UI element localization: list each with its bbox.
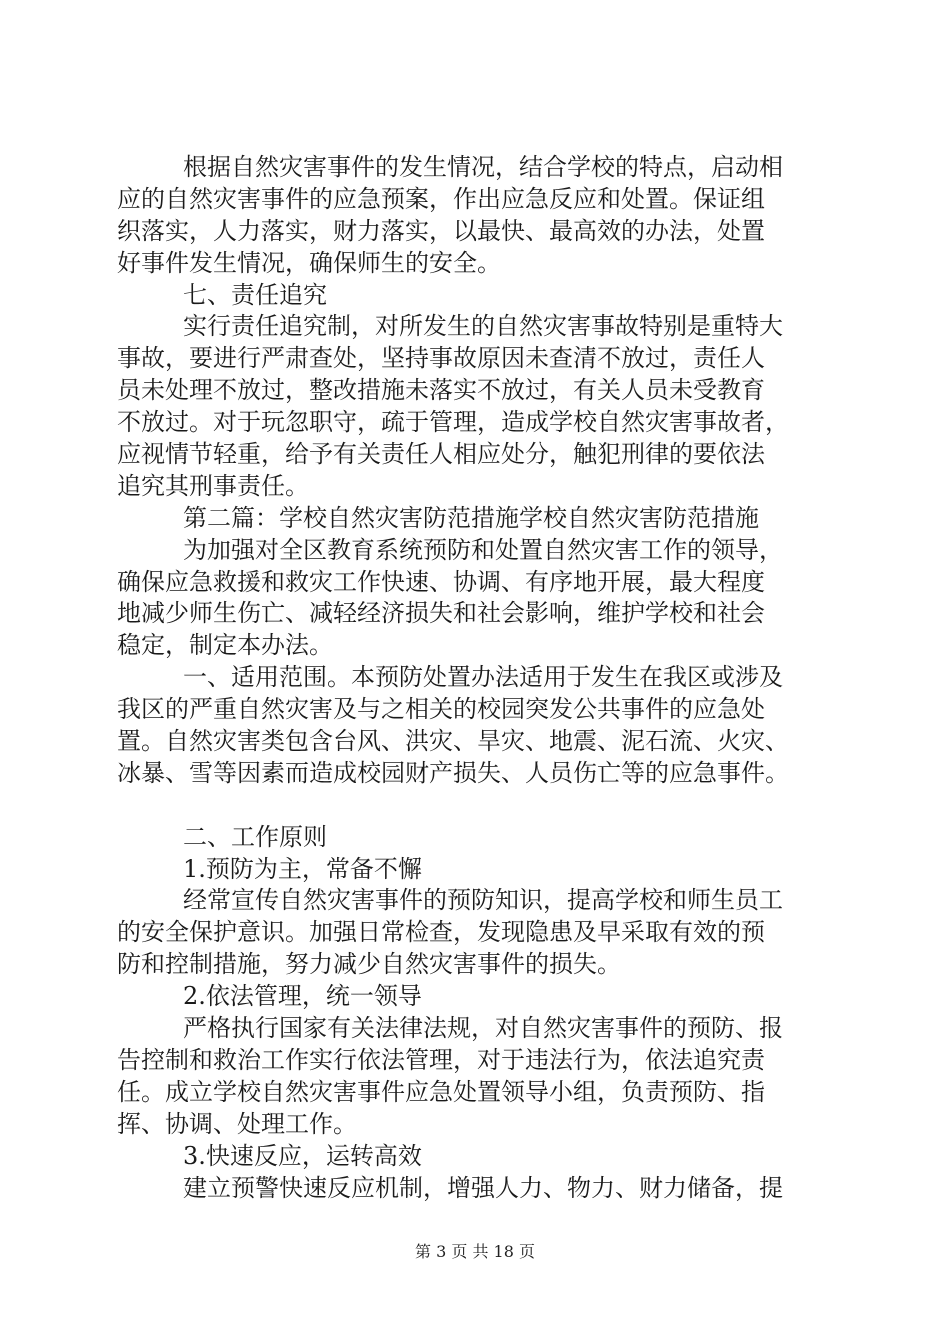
text-line: 稳定，制定本办法。 [117, 631, 333, 660]
text-line: 根据自然灾害事件的发生情况，结合学校的特点，启动相 [183, 153, 783, 181]
text-line: 实行责任追究制，对所发生的自然灾害事故特别是重特大 [183, 312, 783, 341]
subsection-heading: 1.预防为主，常备不懈 [183, 854, 422, 883]
text-line: 地减少师生伤亡、减轻经济损失和社会影响，维护学校和社会 [117, 599, 765, 628]
text-line: 应的自然灾害事件的应急预案，作出应急反应和处置。保证组 [117, 184, 765, 213]
document-body [117, 152, 837, 1204]
subsection-heading: 2.依法管理，统一领导 [183, 982, 422, 1011]
text-line: 挥、协调、处理工作。 [117, 1109, 357, 1138]
text-line: 建立预警快速反应机制，增强人力、物力、财力储备，提 [183, 1173, 783, 1202]
page-footer: 第 3 页 共 18 页 [415, 1242, 535, 1261]
text-line: 告控制和救治工作实行依法管理，对于违法行为，依法追究责 [117, 1045, 765, 1074]
text-line: 织落实，人力落实，财力落实，以最快、最高效的办法，处置 [117, 216, 765, 245]
text-line: 不放过。对于玩忽职守，疏于管理，造成学校自然灾害事故者， [117, 408, 789, 437]
section-heading: 七、责任追究 [183, 280, 327, 309]
subsection-heading: 3.快速反应，运转高效 [183, 1141, 422, 1170]
section-heading: 二、工作原则 [183, 822, 327, 851]
blank-line [117, 790, 837, 822]
text-line: 任。成立学校自然灾害事件应急处置领导小组，负责预防、指 [117, 1077, 765, 1106]
text-line: 置。自然灾害类包含台风、洪灾、旱灾、地震、泥石流、火灾、 [117, 727, 789, 756]
text-line: 一、适用范围。本预防处置办法适用于发生在我区或涉及 [183, 663, 783, 692]
chapter-title: 第二篇：学校自然灾害防范措施学校自然灾害防范措施 [183, 503, 759, 532]
text-line: 事故，要进行严肃查处，坚持事故原因未查清不放过，责任人 [117, 344, 765, 373]
text-line: 为加强对全区教育系统预防和处置自然灾害工作的领导， [183, 535, 783, 564]
text-line: 我区的严重自然灾害及与之相关的校园突发公共事件的应急处 [117, 695, 765, 724]
text-line: 经常宣传自然灾害事件的预防知识，提高学校和师生员工 [183, 886, 783, 915]
text-line: 员未处理不放过，整改措施未落实不放过，有关人员未受教育 [117, 376, 765, 405]
text-line: 防和控制措施，努力减少自然灾害事件的损失。 [117, 950, 621, 979]
text-line: 应视情节轻重，给予有关责任人相应处分，触犯刑律的要依法 [117, 440, 765, 469]
text-line: 追究其刑事责任。 [117, 471, 309, 500]
text-line: 确保应急救援和救灾工作快速、协调、有序地开展，最大程度 [117, 567, 765, 596]
text-line: 的安全保护意识。加强日常检查，发现隐患及早采取有效的预 [117, 918, 765, 947]
text-line: 严格执行国家有关法律法规，对自然灾害事件的预防、报 [183, 1014, 783, 1043]
text-line: 好事件发生情况，确保师生的安全。 [117, 248, 501, 277]
text-line: 冰暴、雪等因素而造成校园财产损失、人员伤亡等的应急事件。 [117, 758, 789, 787]
